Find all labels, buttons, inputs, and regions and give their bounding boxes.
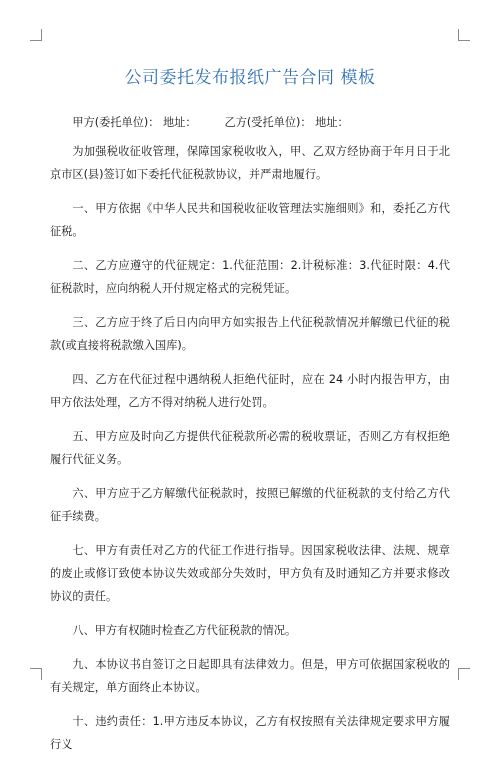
document-body — [50, 111, 450, 767]
clause-6: 六、甲方应于乙方解缴代征税款时，按照已解缴的代征税款的支付给乙方代征手续费。 — [50, 487, 450, 523]
clause-5: 五、甲方应及时向乙方提供代征税款所必需的税收票证，否则乙方有权拒绝履行代征义务。 — [50, 430, 450, 466]
crop-mark-top-right-h — [458, 40, 470, 41]
parties-line: 甲方(委托单位)： 地址： 乙方(受托单位)： 地址： — [72, 116, 349, 129]
clause-10: 十、违约责任：1.甲方违反本协议，乙方有权按照有关法律规定要求甲方履行义 — [50, 715, 450, 751]
clause-3: 三、乙方应于终了后日内向甲方如实报告上代征税款情况并解缴已代征的税款(或直接将税款缴入国库)。 — [50, 316, 450, 352]
clause-8: 八、甲方有权随时检查乙方代征税款的情况。 — [72, 624, 297, 637]
preamble-paragraph: 为加强税收征收管理，保障国家税收收入，甲、乙双方经协商于年月日于北京市区(县)签订如下委托代征税款协议，并严肃地履行。 — [50, 145, 450, 181]
crop-mark-bottom-right-v — [458, 668, 459, 680]
document-title: 公司委托发布报纸广告合同 模板 — [124, 68, 376, 88]
crop-mark-top-right-v — [458, 29, 459, 41]
crop-mark-top-left-v — [41, 29, 42, 41]
crop-mark-bottom-right-h — [458, 668, 470, 669]
clause-9: 九、本协议书自签订之日起即具有法律效力。但是，甲方可依据国家税收的有关规定，单方面终止本协议。 — [50, 658, 450, 694]
clause-7: 七、甲方有责任对乙方的代征工作进行指导。因国家税收法律、法规、规章的废止或修订致使本协议失效或部分失效时，甲方负有及时通知乙方并要求修改协议的责任。 — [50, 544, 450, 603]
clause-2: 二、乙方应遵守的代征规定：1.代征范围：2.计税标准：3.代征时限：4.代征税款时，应向纳税人开付规定格式的完税凭证。 — [50, 259, 450, 295]
clause-1: 一、甲方依据《中华人民共和国税收征收管理法实施细则》和，委托乙方代征税。 — [50, 202, 450, 238]
clause-4: 四、乙方在代征过程中遇纳税人拒绝代征时，应在 24 小时内报告甲方，由甲方依法处理，乙方不得对纳税人进行处罚。 — [50, 373, 450, 409]
crop-mark-bottom-left-v — [41, 668, 42, 680]
